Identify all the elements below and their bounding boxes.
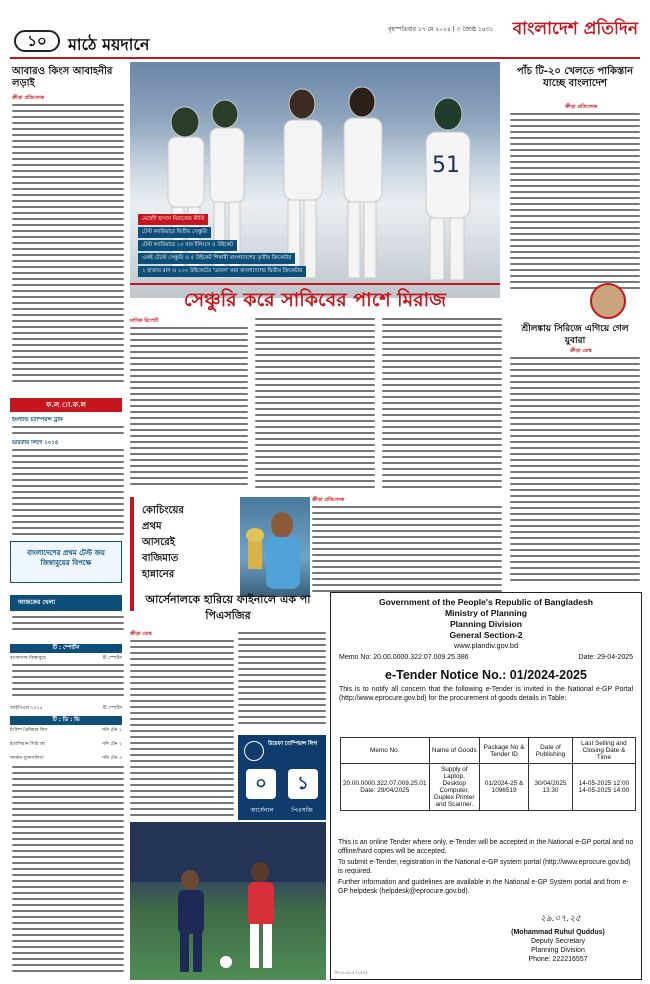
results-banner: ফ.ল.া.ফ.ল <box>10 398 122 412</box>
photo-caption-line: টেস্ট ক্যারিয়ারে ১০ বার ইনিংসে ৫ উইকেট <box>138 240 237 251</box>
away-team: পিএসজি <box>291 807 313 814</box>
right-top-headline: পাঁচ টি-২০ খেলতে পাকিস্তান যাচ্ছে বাংলাদেশ <box>516 66 634 89</box>
schedule-channel: সনি টেন ৩ <box>101 756 122 761</box>
main-byline: মাসিক রিপোর্ট <box>130 318 158 324</box>
tender-col-header: Package No & Tender ID <box>480 738 529 764</box>
tender-notes <box>338 838 636 896</box>
tender-cell: 14-05-2025 12:00 14-05-2025 14:00 <box>572 764 635 811</box>
right-mid-headline: শ্রীলঙ্কায় সিরিজে এগিয়ে গেল যুবারা <box>521 324 629 346</box>
tender-note: Further information and guidelines are available in the National e-GP System portal and from e-GP helpdesk (helpdesk@eprocure.gov.bd). <box>338 879 629 895</box>
tender-division: Planning Division <box>449 619 523 629</box>
schedule-row <box>10 742 122 748</box>
tender-table <box>340 737 636 811</box>
main-body-col3 <box>382 318 502 493</box>
tender-cell: 30/04/2025 13:30 <box>529 764 573 811</box>
tender-cell: Supply of Laptop, Desktop Computer, Duplex Printer and Scanner. <box>429 764 480 811</box>
page-number: ১০ <box>14 30 60 52</box>
photo-caption-title: মেহেদী হাসান মিরাজের কীর্তি <box>138 214 208 225</box>
psg-body-col1 <box>130 640 234 820</box>
right-top-byline: ক্রীড়া প্রতিবেদক <box>565 104 598 110</box>
coach-headline-line: বাজিমাত <box>142 553 179 564</box>
main-body-col2 <box>255 318 375 493</box>
tender-signatory <box>478 928 638 964</box>
tender-col-header: Name of Goods <box>429 738 480 764</box>
schedule-event: আইপিএল ২০২৫ <box>10 706 43 711</box>
player-avatar <box>590 283 626 319</box>
left-list-body <box>12 449 124 537</box>
officer-office: Planning Division <box>531 947 585 954</box>
scoreboard <box>238 735 326 820</box>
schedule-event: জার্মান বুন্দেসলিগা <box>10 756 44 761</box>
section-title: মাঠে ময়দানে <box>68 35 150 54</box>
right-top-body <box>510 113 640 293</box>
schedule-channel: টি স্পোর্টস <box>102 706 122 711</box>
home-team: আর্সেনাল <box>250 807 274 814</box>
tender-intro: This is to notify all concern that the following e-Tender is invited in the National e-GP Portal (http://www.eprocure.gov.bd) for the procurement of goods details in Table: <box>339 686 633 702</box>
schedule-row <box>10 728 122 734</box>
officer-designation: Deputy Secretary <box>530 938 586 945</box>
right-mid-byline: ক্রীড়া ডেস্ক <box>570 348 592 354</box>
photo-caption-line: একই টেস্টে সেঞ্চুরি ও ৫ উইকেট শিকারী বাংলাদেশের তৃতীয় ক্রিকেটার <box>138 253 295 264</box>
coach-headline-line: কোচিংয়ের <box>142 505 184 516</box>
tender-government: Government of the People's Republic of Bangladesh <box>378 597 594 607</box>
left-list-item: ভারতীয় লিগে ১০১৫ <box>12 440 59 446</box>
tender-website[interactable]: www.plandiv.gov.bd <box>453 641 519 650</box>
schedule-channel-header: টি : স্পোর্টস <box>10 644 122 653</box>
test-win-headline: বাংলাদেশের প্রথম টেস্ট জয় জিম্বাবুয়ের বিপক্ষে <box>27 549 105 567</box>
schedule-channel: সনি টেন ২ <box>101 728 122 733</box>
today-games-header: আজকের খেলা <box>10 595 122 611</box>
tender-cell: 01/2024-25 & 1096519 <box>480 764 529 811</box>
tender-col-header: Date of Publishing <box>529 738 573 764</box>
schedule-row <box>10 656 122 662</box>
tender-title: e-Tender Notice No.: 01/2024-2025 <box>385 668 587 682</box>
coach-photo <box>240 497 310 597</box>
officer-name: (Mohammad Ruhul Quddus) <box>511 929 605 936</box>
coach-headline-line: আসরেই <box>142 537 175 548</box>
coach-byline: ক্রীড়া প্রতিবেদক <box>312 497 345 503</box>
test-win-box <box>10 541 122 583</box>
psg-headline: আর্সেনালকে হারিয়ে ফাইনালে এক পা পিএসজির <box>145 593 311 622</box>
tender-note: This is an online Tender where only, e-Tender will be accepted in the National e-GP portal and no offline/hard copies will be accepted. <box>338 839 634 855</box>
left-list-item: ইংল্যান্ড চ্যাম্পিয়ন্স ট্রফি <box>12 417 63 423</box>
photo-caption-line: ২ হাজার রান ও ২০০ উইকেটের 'ডাবল' করা বাংলাদেশের দ্বিতীয় ক্রিকেটার <box>138 266 306 277</box>
header-rule <box>10 57 640 59</box>
left-list-body <box>12 426 124 438</box>
left-top-byline: ক্রীড়া প্রতিবেদক <box>12 95 45 101</box>
schedule-channel: টি স্পোর্টস <box>102 656 122 661</box>
left-top-body <box>12 104 124 390</box>
photo-caption-line: টেস্ট ক্যারিয়ারে দ্বিতীয় সেঞ্চুরি <box>138 227 211 238</box>
tender-memo: Memo No: 20.00.0000.322.07.009.25.386 <box>339 654 469 661</box>
schedule-channel-header: টি : ডি : ভি <box>10 716 122 725</box>
schedule-row <box>10 756 122 762</box>
score-title: উয়েফা চ্যাম্পিয়ন্স লিগ <box>268 741 318 747</box>
tender-col-header: Last Selling and Closing Date & Time <box>572 738 635 764</box>
divider <box>130 283 500 285</box>
officer-phone: Phone: 222216557 <box>528 956 588 963</box>
psg-byline: ক্রীড়া ডেস্ক <box>130 631 152 637</box>
ucl-star-icon <box>244 741 264 761</box>
ad-code: জি-৩১৯/২৫ (২×৫) <box>334 970 368 975</box>
right-mid-body <box>510 357 640 587</box>
schedule-event: বাংলাদেশ-জিম্বাবুয়ে <box>10 656 46 661</box>
svg-text:51: 51 <box>432 153 460 178</box>
schedule-row <box>10 706 122 712</box>
signature: ২৯.০৭.২৫ <box>540 914 581 924</box>
tender-note: To submit e-Tender, registration in the National e-GP system portal (http://www.eprocure.gov.bd) is required. <box>338 859 631 875</box>
schedule-event: ইংলিশ প্রিমিয়ার লিগ <box>10 728 48 733</box>
schedule-event: ইতালিয়ান সিরি আ <box>10 742 46 747</box>
left-top-headline: আবারও কিংস আবাহনীর লড়াই <box>12 66 113 89</box>
main-headline: সেঞ্চুরি করে সাকিবের পাশে মিরাজ <box>183 289 447 311</box>
coach-headline-line: হান্নানের <box>142 569 175 580</box>
football-match-photo <box>130 822 326 980</box>
tender-ministry: Ministry of Planning <box>444 608 528 618</box>
tender-col-header: Memo No. <box>341 738 430 764</box>
schedule-extra <box>12 664 124 704</box>
home-score: ০ <box>246 769 276 799</box>
tender-date: Date: 29-04-2025 <box>578 654 633 661</box>
schedule-more <box>12 766 124 978</box>
today-games-intro <box>12 616 124 640</box>
tender-memo-row <box>331 651 641 664</box>
main-body-col1 <box>130 327 248 493</box>
schedule-channel: সনি টেন ২ <box>101 742 122 747</box>
away-score: ১ <box>288 769 318 799</box>
coach-headline-line: প্রথম <box>142 521 162 532</box>
coach-body <box>312 506 502 594</box>
tender-section: General Section-2 <box>449 630 523 640</box>
issue-date: বৃহস্পতিবার ১৭ মে ২০২৪ | ৩ জ্যৈষ্ঠ ১৪৩১ <box>388 26 494 33</box>
psg-body-col2 <box>238 632 326 732</box>
newspaper-logo: বাংলাদেশ প্রতিদিন <box>512 19 638 39</box>
tender-cell: 20.00.0000.322.07.009.25.01 Date: 29/04/2025 <box>341 764 430 811</box>
